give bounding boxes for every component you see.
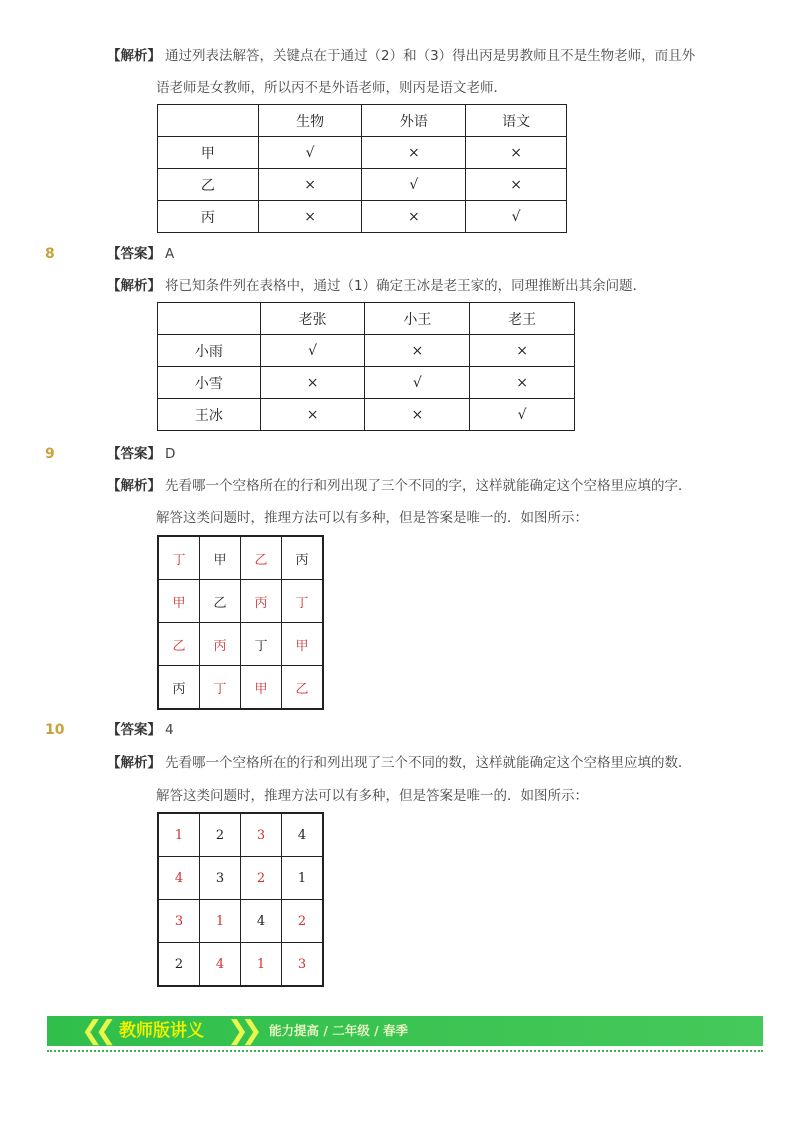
answer-value: A (165, 246, 175, 262)
table-cell: × (362, 201, 466, 233)
grid-cell: 4 (282, 813, 324, 857)
grid-cell: 1 (200, 900, 241, 943)
question-number: 10 (45, 722, 65, 738)
answer-value: 4 (165, 722, 174, 738)
q8-family-table (157, 302, 575, 431)
answer-tag: 【答案】 (107, 722, 161, 738)
table-cell: × (260, 367, 365, 399)
table-header-cell: 老张 (260, 303, 365, 335)
answer-value: D (165, 446, 176, 462)
q7-analysis-line2: 语老师是女教师，所以丙不是外语老师，则丙是语文老师． (156, 80, 507, 96)
table-header-cell: 语文 (466, 105, 567, 137)
grid-cell: 丁 (282, 580, 324, 623)
q8-analysis-line1: 【解析】 将已知条件列在表格中，通过（1）确定王冰是老王家的，同理推断出其余问题． (107, 278, 647, 294)
grid-row (158, 666, 323, 710)
table-cell: √ (466, 201, 567, 233)
table-cell: √ (258, 137, 362, 169)
grid-cell: 3 (282, 943, 324, 987)
q8-answer-line (107, 244, 174, 264)
q10-analysis-line2: 解答这类问题时，推理方法可以有多种，但是答案是唯一的．如图所示： (156, 788, 588, 804)
grid-row (158, 536, 323, 580)
grid-row (158, 813, 323, 857)
table-row-label: 小雪 (158, 367, 261, 399)
table-cell: × (362, 137, 466, 169)
table-cell: × (470, 367, 575, 399)
grid-cell: 丙 (282, 536, 324, 580)
table-header-cell: 老王 (470, 303, 575, 335)
footer-dotted-divider (47, 1050, 763, 1052)
table-header-cell (158, 105, 259, 137)
table-row (158, 335, 575, 367)
table-cell: √ (365, 367, 470, 399)
grid-cell: 4 (200, 943, 241, 987)
q7-analysis-line1: 【解析】 通过列表法解答，关键点在于通过（2）和（3）得出丙是男教师且不是生物老师，而且外 (107, 48, 696, 64)
table-row-label: 甲 (158, 137, 259, 169)
question-number: 9 (45, 446, 55, 462)
grid-cell: 丁 (158, 536, 200, 580)
table-cell: × (365, 399, 470, 431)
grid-cell: 1 (158, 813, 200, 857)
grid-cell: 丙 (241, 580, 282, 623)
grid-cell: 2 (200, 813, 241, 857)
table-row-label: 小雨 (158, 335, 261, 367)
double-chevron-right-icon: ❯❯ (227, 1016, 255, 1046)
q9-analysis-line2: 解答这类问题时，推理方法可以有多种，但是答案是唯一的．如图所示： (156, 510, 588, 526)
double-chevron-left-icon: ❮❮ (81, 1016, 109, 1046)
q10-answer-line (107, 720, 174, 740)
table-row-label: 乙 (158, 169, 259, 201)
table-row (158, 137, 567, 169)
grid-cell: 2 (241, 857, 282, 900)
table-cell: × (365, 335, 470, 367)
q7-teacher-table (157, 104, 567, 233)
table-row (158, 201, 567, 233)
table-row-label: 丙 (158, 201, 259, 233)
grid-cell: 乙 (282, 666, 324, 710)
grid-row (158, 580, 323, 623)
table-header-row (158, 303, 575, 335)
grid-cell: 4 (158, 857, 200, 900)
grid-cell: 1 (282, 857, 324, 900)
grid-cell: 乙 (200, 580, 241, 623)
table-row (158, 169, 567, 201)
analysis-tag: 【解析】 (107, 755, 161, 771)
grid-cell: 3 (241, 813, 282, 857)
grid-row (158, 943, 323, 987)
grid-cell: 2 (282, 900, 324, 943)
table-cell: × (260, 399, 365, 431)
answer-tag: 【答案】 (107, 446, 161, 462)
table-header-cell: 小王 (365, 303, 470, 335)
analysis-tag: 【解析】 (107, 278, 161, 294)
question-number: 8 (45, 246, 55, 262)
grid-cell: 丙 (200, 623, 241, 666)
grid-cell: 甲 (241, 666, 282, 710)
q9-latin-square-grid (157, 535, 324, 710)
footer-subtitle: 能力提高 / 二年级 / 春季 (269, 1023, 409, 1038)
table-cell: × (470, 335, 575, 367)
q10-number-grid (157, 812, 324, 987)
table-cell: × (258, 201, 362, 233)
table-row (158, 367, 575, 399)
footer-banner (47, 1016, 763, 1046)
table-header-row (158, 105, 567, 137)
grid-cell: 甲 (200, 536, 241, 580)
table-cell: × (466, 169, 567, 201)
grid-cell: 乙 (158, 623, 200, 666)
q10-analysis-line1: 【解析】 先看哪一个空格所在的行和列出现了三个不同的数，这样就能确定这个空格里应填的数． (107, 755, 692, 771)
grid-cell: 1 (241, 943, 282, 987)
analysis-tag: 【解析】 (107, 48, 161, 64)
grid-cell: 4 (241, 900, 282, 943)
q9-answer-line (107, 444, 175, 464)
grid-cell: 丁 (200, 666, 241, 710)
analysis-tag: 【解析】 (107, 478, 161, 494)
table-row-label: 王冰 (158, 399, 261, 431)
grid-row (158, 857, 323, 900)
table-header-cell: 生物 (258, 105, 362, 137)
grid-cell: 2 (158, 943, 200, 987)
grid-row (158, 623, 323, 666)
answer-tag: 【答案】 (107, 246, 161, 262)
q9-analysis-line1: 【解析】 先看哪一个空格所在的行和列出现了三个不同的字，这样就能确定这个空格里应填的字． (107, 478, 692, 494)
table-cell: × (258, 169, 362, 201)
table-header-cell (158, 303, 261, 335)
grid-cell: 3 (158, 900, 200, 943)
grid-cell: 丙 (158, 666, 200, 710)
grid-cell: 3 (200, 857, 241, 900)
table-cell: × (466, 137, 567, 169)
grid-row (158, 900, 323, 943)
table-header-cell: 外语 (362, 105, 466, 137)
table-cell: √ (362, 169, 466, 201)
table-cell: √ (260, 335, 365, 367)
grid-cell: 乙 (241, 536, 282, 580)
grid-cell: 甲 (282, 623, 324, 666)
footer-title: 教师版讲义 (119, 1021, 204, 1041)
table-row (158, 399, 575, 431)
grid-cell: 丁 (241, 623, 282, 666)
table-cell: √ (470, 399, 575, 431)
grid-cell: 甲 (158, 580, 200, 623)
